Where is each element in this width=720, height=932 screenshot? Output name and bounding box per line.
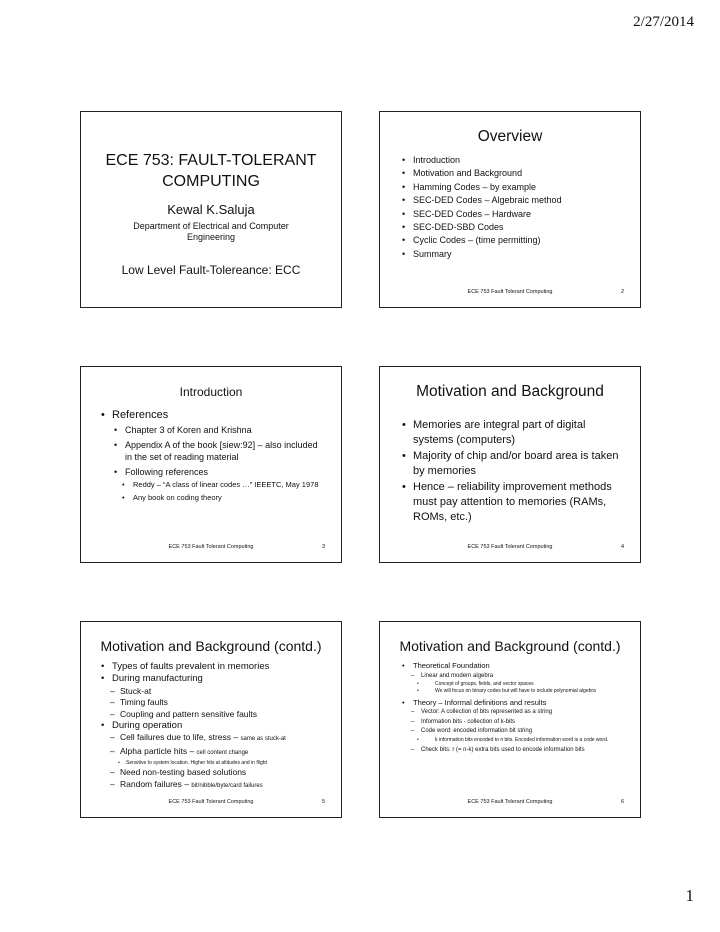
footer-text: ECE 753 Fault Tolerant Computing [168, 799, 254, 805]
references-heading: • References [101, 408, 329, 422]
slide-number: 5 [321, 799, 325, 805]
overview-item: • Summary [402, 248, 640, 261]
slide-6-title: Motivation and Background (contd.) [399, 638, 621, 654]
motivation-item: • Hence – reliability improvement methods must pay attention to memories (RAMs, ROMs, etc.) [402, 480, 626, 525]
slide-1-subtitle: Low Level Fault-Tolereance: ECC [121, 263, 301, 277]
fault-subitem [101, 746, 333, 760]
footer-text: ECE 753 Fault Tolerant Computing [467, 289, 553, 295]
slide-6 [379, 621, 641, 818]
slide-number: 4 [620, 544, 624, 550]
slide-number: 3 [321, 544, 325, 550]
slide-6-footer [380, 799, 640, 805]
fault-subitem: – Coupling and pattern sensitive faults [101, 709, 333, 721]
fault-type-item: • During manufacturing [101, 673, 333, 685]
cell-failures-note: same as stuck-at [240, 736, 286, 743]
slide-number: 2 [620, 289, 624, 295]
fault-subitem [101, 779, 333, 793]
overview-item: • Introduction [402, 154, 640, 167]
reference-item: • Chapter 3 of Koren and Krishna [114, 424, 327, 436]
slide-3-title: Introduction [179, 385, 243, 399]
theory-subitem: – Code word: encoded information bit string [402, 727, 630, 737]
slide-1-department: Department of Electrical and Computer Engineering [133, 221, 289, 242]
overview-item: • SEC-DED Codes – Hardware [402, 208, 640, 221]
theory-item: • Theory – Informal definitions and results [402, 698, 630, 709]
theory-subitem: – Vector: A collection of bits represented as a string [402, 708, 630, 718]
random-failures-note: bit/nibble/byte/card failures [191, 782, 263, 789]
theory-item: • Theoretical Foundation [402, 661, 630, 672]
slide-2 [379, 111, 641, 308]
slide-4-title: Motivation and Background [416, 383, 604, 400]
reference-item: • Appendix A of the book [siew:92] – also included in the set of reading material [114, 439, 327, 463]
slide-5-footer [81, 799, 341, 805]
fault-subsubitem: • Sensitive to system location. Higher hits at altitudes and in flight [101, 759, 333, 767]
fault-type-item: • Types of faults prevalent in memories [101, 661, 333, 673]
reference-subitem: • Reddy – “A class of linear codes …” IEEETC, May 1978 [122, 480, 321, 490]
slide-5-title: Motivation and Background (contd.) [100, 638, 322, 654]
fault-subitem: – Stuck-at [101, 686, 333, 698]
slide-4 [379, 366, 641, 563]
motivation-item: • Majority of chip and/or board area is taken by memories [402, 449, 626, 479]
slide-1 [80, 111, 342, 308]
overview-item: • Motivation and Background [402, 167, 640, 180]
random-failures-text: Random failures – [120, 778, 192, 789]
motivation-item: • Memories are integral part of digital systems (computers) [402, 418, 626, 448]
overview-item: • Cyclic Codes – (time permitting) [402, 234, 640, 247]
theory-subitem: – Linear and modern algebra [402, 672, 630, 681]
slide-1-title: ECE 753: FAULT-TOLERANT COMPUTING [105, 152, 317, 190]
theory-subsubitem: • k information bits encoded to n bits. Encoded information word is a code word. [402, 737, 630, 744]
theory-subsubitem: • Concept of groups, fields, and vector spaces [402, 681, 630, 688]
theory-subsubitem: • We will focus on binary codes but will have to include polynomial algebra [402, 688, 630, 695]
theory-subitem: – Check bits: r (= n-k) extra bits used to encode information bits [402, 746, 630, 754]
page-date: 2/27/2014 [633, 14, 694, 30]
slide-3-footer [81, 544, 341, 550]
footer-text: ECE 753 Fault Tolerant Computing [168, 544, 254, 550]
fault-type-item: • During operation [101, 720, 333, 732]
alpha-hits-text: Alpha particle hits – [120, 745, 197, 756]
reference-item: • Following references [114, 466, 327, 478]
footer-text: ECE 753 Fault Tolerant Computing [467, 544, 553, 550]
slide-3 [80, 366, 342, 563]
cell-failures-text: Cell failures due to life, stress – [120, 732, 241, 743]
footer-text: ECE 753 Fault Tolerant Computing [467, 799, 553, 805]
slide-4-footer [380, 544, 640, 550]
overview-item: • SEC-DED-SBD Codes [402, 221, 640, 234]
slide-number: 6 [620, 799, 624, 805]
alpha-hits-note: cell content change [196, 749, 249, 756]
slide-2-footer [380, 289, 640, 295]
slide-1-author: Kewal K.Saluja [167, 202, 255, 217]
theory-subitem: – Information bits - collection of k-bits [402, 718, 630, 728]
fault-subitem [101, 732, 333, 746]
slide-2-title: Overview [477, 128, 543, 145]
overview-item: • SEC-DED Codes – Algebraic method [402, 194, 640, 207]
reference-subitem: • Any book on coding theory [122, 493, 321, 503]
fault-subitem: – Need non-testing based solutions [101, 767, 333, 779]
fault-subitem: – Timing faults [101, 697, 333, 709]
slide-5 [80, 621, 342, 818]
overview-item: • Hamming Codes – by example [402, 181, 640, 194]
page-number: 1 [685, 886, 694, 905]
